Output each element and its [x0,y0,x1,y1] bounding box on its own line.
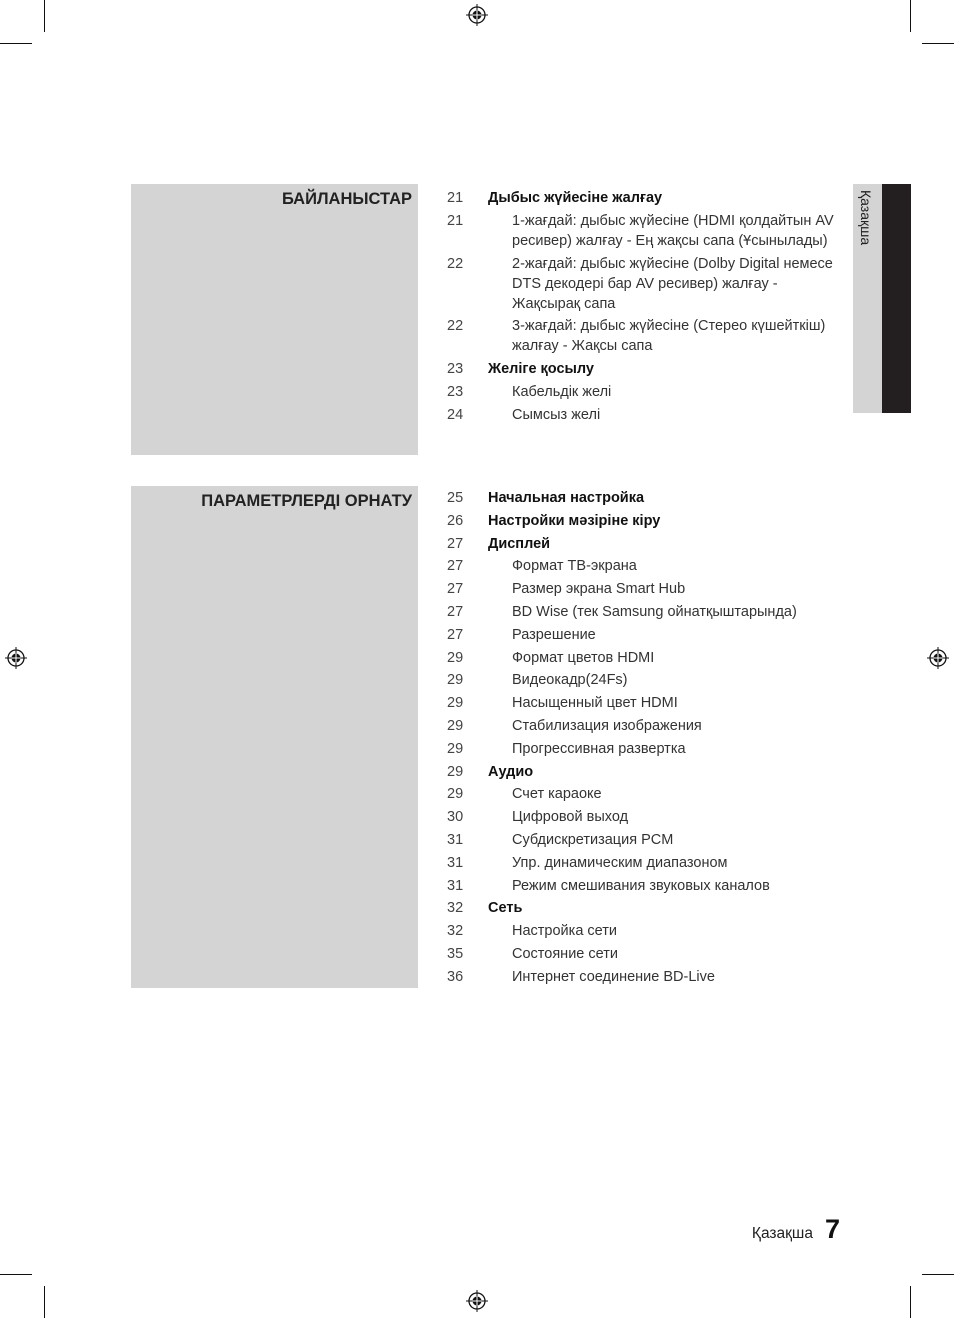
toc-page-number: 36 [447,968,464,985]
toc-page-number: 29 [447,672,464,689]
toc-entry-text: Дисплей [488,535,551,552]
toc-entry[interactable] [440,359,840,379]
toc-entry[interactable] [440,579,840,599]
toc-entry-text: Начальная настройка [488,490,645,506]
toc-entry[interactable] [440,188,840,208]
toc-list-connections [440,188,840,428]
side-tab-label: Қазақша [858,190,874,246]
toc-page-number: 24 [447,406,464,423]
toc-entry[interactable] [440,853,840,873]
page-number: 7 [824,1214,840,1244]
toc-page-number: 23 [447,361,464,378]
toc-entry-text: 3-жағдай: дыбыс жүйесіне (Стерео күшейткіш) жалғау - Жақсы сапа [512,318,826,355]
toc-page-number: 31 [447,831,464,848]
section-box-settings [131,486,418,988]
toc-entry[interactable] [440,405,840,425]
crop-mark [0,1274,32,1275]
toc-entry-text: Упр. динамическим диапазоном [512,854,728,871]
toc-entry-text: Настройка сети [512,923,617,940]
crop-mark [922,1274,954,1275]
toc-entry[interactable] [440,898,840,918]
toc-entry-text: Настройки мәзіріне кіру [488,512,661,529]
toc-entry[interactable] [440,648,840,668]
toc-entry[interactable] [440,807,840,827]
toc-entry[interactable] [440,830,840,850]
toc-list-settings [440,488,840,990]
registration-mark-icon [466,1290,488,1312]
crop-mark [0,43,32,44]
toc-entry-text: Сымсыз желі [512,406,601,423]
toc-entry[interactable] [440,511,840,531]
toc-entry-text: Режим смешивания звуковых каналов [512,877,770,894]
toc-entry[interactable] [440,211,840,251]
toc-entry-text: Желіге қосылу [488,361,594,378]
toc-entry[interactable] [440,316,840,356]
toc-page-number: 29 [447,786,464,803]
toc-page-number: 26 [447,512,464,529]
section-title: ПАРАМЕТРЛЕРДІ ОРНАТУ [201,492,412,510]
toc-entry[interactable] [440,556,840,576]
toc-entry[interactable] [440,488,840,508]
crop-mark [44,1286,45,1318]
toc-page-number: 27 [447,535,464,552]
toc-page-number: 22 [447,255,464,272]
toc-entry[interactable] [440,693,840,713]
toc-entry-text: Насыщенный цвет HDMI [512,695,678,712]
registration-mark-icon [466,4,488,26]
toc-entry[interactable] [440,944,840,964]
toc-entry-text: Формат цветов HDMI [512,649,655,666]
toc-page-number: 29 [447,763,464,780]
toc-page-number: 27 [447,581,464,598]
toc-page-number: 35 [447,945,464,962]
toc-page-number: 29 [447,695,464,712]
toc-entry-text: Сеть [488,900,523,917]
toc-entry[interactable] [440,670,840,690]
toc-page-number: 31 [447,854,464,871]
toc-page-number: 21 [447,212,464,229]
toc-entry[interactable] [440,625,840,645]
toc-page-number: 30 [447,809,464,826]
toc-page-number: 23 [447,383,464,400]
toc-page-number: 29 [447,649,464,666]
toc-entry-text: Формат ТВ-экрана [512,558,637,575]
toc-entry-text: Прогрессивная развертка [512,740,686,757]
toc-entry-text: Счет караоке [512,786,602,803]
toc-entry-text: Стабилизация изображения [512,717,702,734]
crop-mark [910,0,911,32]
toc-entry-text: Состояние сети [512,945,618,962]
toc-entry-text: 2-жағдай: дыбыс жүйесіне (Dolby Digital немесе DTS декодері бар AV ресивер) жалғау - Жақсырақ сапа [512,255,833,312]
registration-mark-icon [927,647,949,669]
toc-entry[interactable] [440,602,840,622]
toc-entry-text: Аудио [488,763,534,780]
toc-entry-text: 1-жағдай: дыбыс жүйесіне (HDMI қолдайтын AV ресивер) жалғау - Ең жақсы сапа (Ұсынылады) [512,212,834,249]
toc-entry-text: Размер экрана Smart Hub [512,581,686,598]
toc-entry[interactable] [440,382,840,402]
page-footer [752,1214,840,1245]
toc-page-number: 27 [447,558,464,575]
section-box-connections [131,184,418,455]
toc-entry-text: Разрешение [512,626,596,643]
toc-entry-text: Интернет соединение BD-Live [512,968,715,985]
toc-entry-text: Кабельдік желі [512,383,612,400]
toc-page-number: 21 [447,190,464,206]
toc-entry[interactable] [440,784,840,804]
toc-page-number: 31 [447,877,464,894]
language-side-tab [853,184,911,413]
toc-page-number: 27 [447,603,464,620]
toc-entry-text: Цифровой выход [512,809,629,826]
toc-entry[interactable] [440,254,840,314]
toc-entry[interactable] [440,716,840,736]
toc-entry[interactable] [440,762,840,782]
crop-mark [922,43,954,44]
toc-page-number: 29 [447,717,464,734]
registration-mark-icon [5,647,27,669]
toc-entry[interactable] [440,967,840,987]
side-tab-dark [882,184,911,413]
toc-page-number: 27 [447,626,464,643]
toc-page-number: 32 [447,923,464,940]
toc-entry[interactable] [440,534,840,554]
toc-entry-text: Субдискретизация PCM [512,831,674,848]
crop-mark [44,0,45,32]
crop-mark [910,1286,911,1318]
toc-entry-text: Видеокадр(24Fs) [512,672,628,689]
section-title: БАЙЛАНЫСТАР [281,190,412,208]
footer-language: Қазақша [751,1225,813,1242]
toc-entry-text: BD Wise (тек Samsung ойнатқыштарында) [512,603,797,620]
toc-page-number: 29 [447,740,464,757]
toc-entry[interactable] [440,921,840,941]
toc-entry[interactable] [440,876,840,896]
toc-page-number: 25 [447,490,464,506]
toc-entry[interactable] [440,739,840,759]
toc-page-number: 32 [447,900,464,917]
toc-entry-text: Дыбыс жүйесіне жалғау [488,190,663,206]
toc-page-number: 22 [447,318,464,335]
